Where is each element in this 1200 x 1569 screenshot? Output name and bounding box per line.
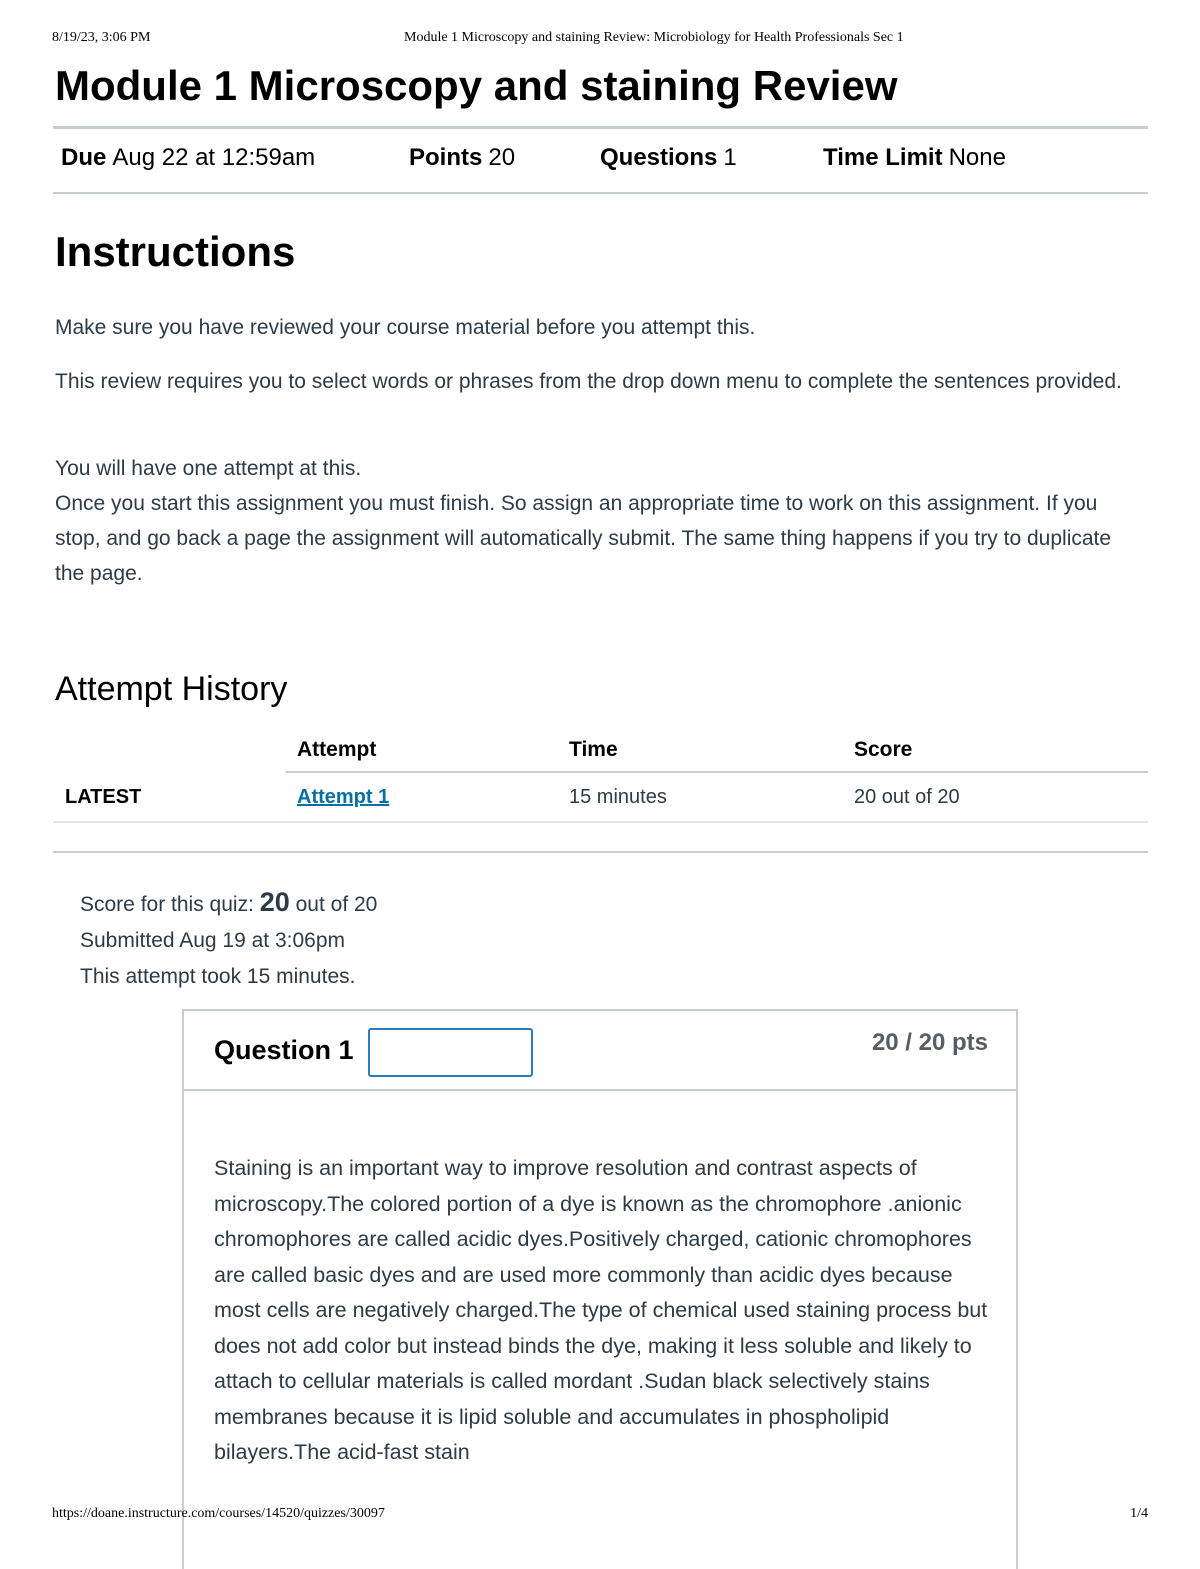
score-suffix: out of 20 xyxy=(289,893,378,916)
due-label: Due xyxy=(61,144,107,171)
print-footer xyxy=(52,1506,1148,1526)
quiz-meta xyxy=(53,140,1148,182)
due-date xyxy=(61,144,315,172)
question-flag-box[interactable] xyxy=(368,1028,533,1077)
page-number: 1/4 xyxy=(1130,1506,1148,1521)
instructions-paragraph-2: This review requires you to select words or phrases from the drop down menu to complete the sentences provided. xyxy=(55,370,1122,393)
attempt-duration: This attempt took 15 minutes. xyxy=(80,965,356,988)
instructions-paragraph-3 xyxy=(55,451,1135,591)
question-text: Staining is an important way to improve resolution and contrast aspects of microscopy.The colored portion of a dye is known as the chromophore .anionic chromophores are called acidic dyes.Positively charged, cationic chromophores are called basic dyes and are used more commonly than acidic dyes because most cells are negatively charged.The type of chemical used staining process but does not add color but instead binds the dye, making it less soluble and likely to attach to cellular materials is called mordant .Sudan black selectively stains membranes because it is lipid soluble and accumulates in phospholipid bilayers.The acid-fast stain xyxy=(214,1156,988,1464)
row-divider xyxy=(53,821,1148,823)
instructions-line: Once you start this assignment you must finish. So assign an appropriate time to work on this assignment. If you stop, and go back a page the assignment will automatically submit. The same thing happens if you try to duplicate the page. xyxy=(55,492,1112,585)
divider xyxy=(53,851,1148,853)
instructions-line: You will have one attempt at this. xyxy=(55,457,362,480)
print-date: 8/19/23, 3:06 PM xyxy=(52,30,151,45)
attempt-score: 20 out of 20 xyxy=(854,786,960,808)
points-label: Points xyxy=(409,144,483,171)
due-value: Aug 22 at 12:59am xyxy=(112,144,316,171)
score-value: 20 xyxy=(259,887,290,917)
print-url: https://doane.instructure.com/courses/14520/quizzes/30097 xyxy=(52,1506,385,1521)
instructions-heading: Instructions xyxy=(55,228,296,275)
score-prefix: Score for this quiz: xyxy=(80,893,260,916)
points xyxy=(409,144,515,172)
latest-label: LATEST xyxy=(65,786,142,808)
attempt-time: 15 minutes xyxy=(569,786,667,808)
column-header-attempt: Attempt xyxy=(297,738,377,761)
time-limit xyxy=(823,144,1006,172)
time-limit-label: Time Limit xyxy=(823,144,943,171)
quiz-score-line xyxy=(80,884,377,923)
questions-value: 1 xyxy=(723,144,737,171)
column-header-score: Score xyxy=(854,738,913,761)
attempt-1-link[interactable]: Attempt 1 xyxy=(297,786,390,808)
questions-count xyxy=(600,144,737,172)
column-header-time: Time xyxy=(569,738,618,761)
question-card xyxy=(182,1009,1018,1569)
divider xyxy=(53,192,1148,194)
questions-label: Questions xyxy=(600,144,718,171)
score-summary xyxy=(80,884,377,995)
points-value: 20 xyxy=(488,144,516,171)
quiz-title: Module 1 Microscopy and staining Review xyxy=(55,62,898,109)
question-title: Question 1 xyxy=(214,1035,354,1065)
question-points: 20 / 20 pts xyxy=(871,1029,988,1056)
time-limit-value: None xyxy=(948,144,1006,171)
print-page-title: Module 1 Microscopy and staining Review: Microbiology for Health Professionals Sec 1 xyxy=(404,30,904,45)
question-header xyxy=(184,1011,1016,1091)
instructions-paragraph-1: Make sure you have reviewed your course material before you attempt this. xyxy=(55,316,756,339)
attempt-history-heading: Attempt History xyxy=(55,670,288,708)
submitted-time: Submitted Aug 19 at 3:06pm xyxy=(80,929,346,952)
header-divider xyxy=(286,771,1148,773)
divider xyxy=(53,126,1148,129)
print-header xyxy=(52,30,1148,50)
